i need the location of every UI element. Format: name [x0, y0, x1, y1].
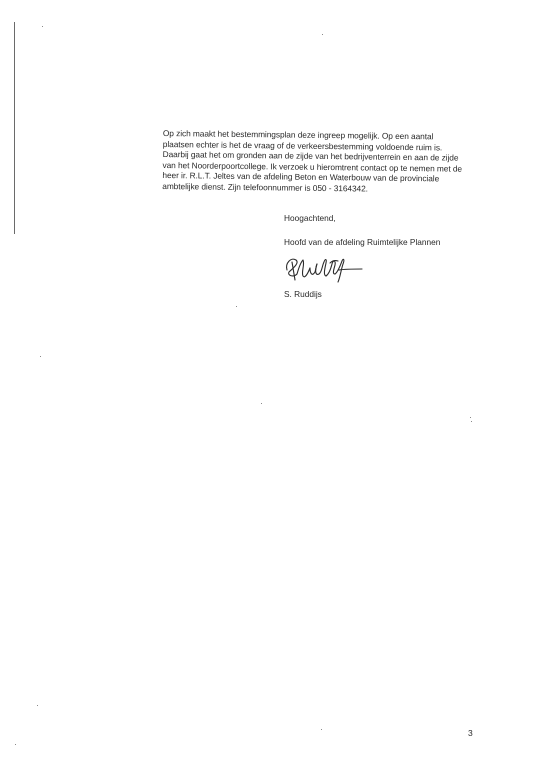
- page-number: 3: [468, 728, 473, 738]
- scan-speck: [15, 744, 16, 745]
- scan-speck: [471, 421, 472, 422]
- scan-speck: [322, 34, 323, 35]
- scan-speck: [261, 403, 262, 404]
- paragraph-line: ambtelijke dienst. Zijn telefoonnummer is 050 - 3164342.: [162, 180, 369, 194]
- scan-speck: [321, 729, 322, 730]
- signer-name: S. Ruddijs: [284, 289, 322, 299]
- paragraph-line: plaatsen echter is het de vraag of de verkeersbestemming voldoende ruim is.: [162, 138, 443, 153]
- scan-speck: [42, 26, 43, 27]
- paragraph-line: Daarbij gaat het om gronden aan de zijde van het bedrijventerrein en aan de zijde: [162, 149, 459, 163]
- paragraph-line: Op zich maakt het bestemmingsplan deze ingreep mogelijk. Op een aantal: [162, 128, 434, 142]
- department-title: Hoofd van de afdeling Ruimtelijke Plannen: [284, 237, 441, 247]
- scan-edge-line: [14, 22, 15, 234]
- scan-speck: [236, 306, 237, 307]
- scan-speck: [40, 356, 41, 357]
- scan-speck: [37, 705, 38, 706]
- handwritten-signature: [283, 254, 365, 284]
- closing-salutation: Hoogachtend,: [284, 213, 336, 223]
- paragraph-line: heer ir. R.L.T. Jeltes van de afdeling Beton en Waterbouw van de provinciale: [162, 170, 440, 184]
- body-paragraph: [162, 128, 475, 195]
- scan-speck: [470, 417, 471, 418]
- paragraph-line: van het Noorderpoortcollege. Ik verzoek u hieromtrent contact op te nemen met de: [162, 159, 463, 174]
